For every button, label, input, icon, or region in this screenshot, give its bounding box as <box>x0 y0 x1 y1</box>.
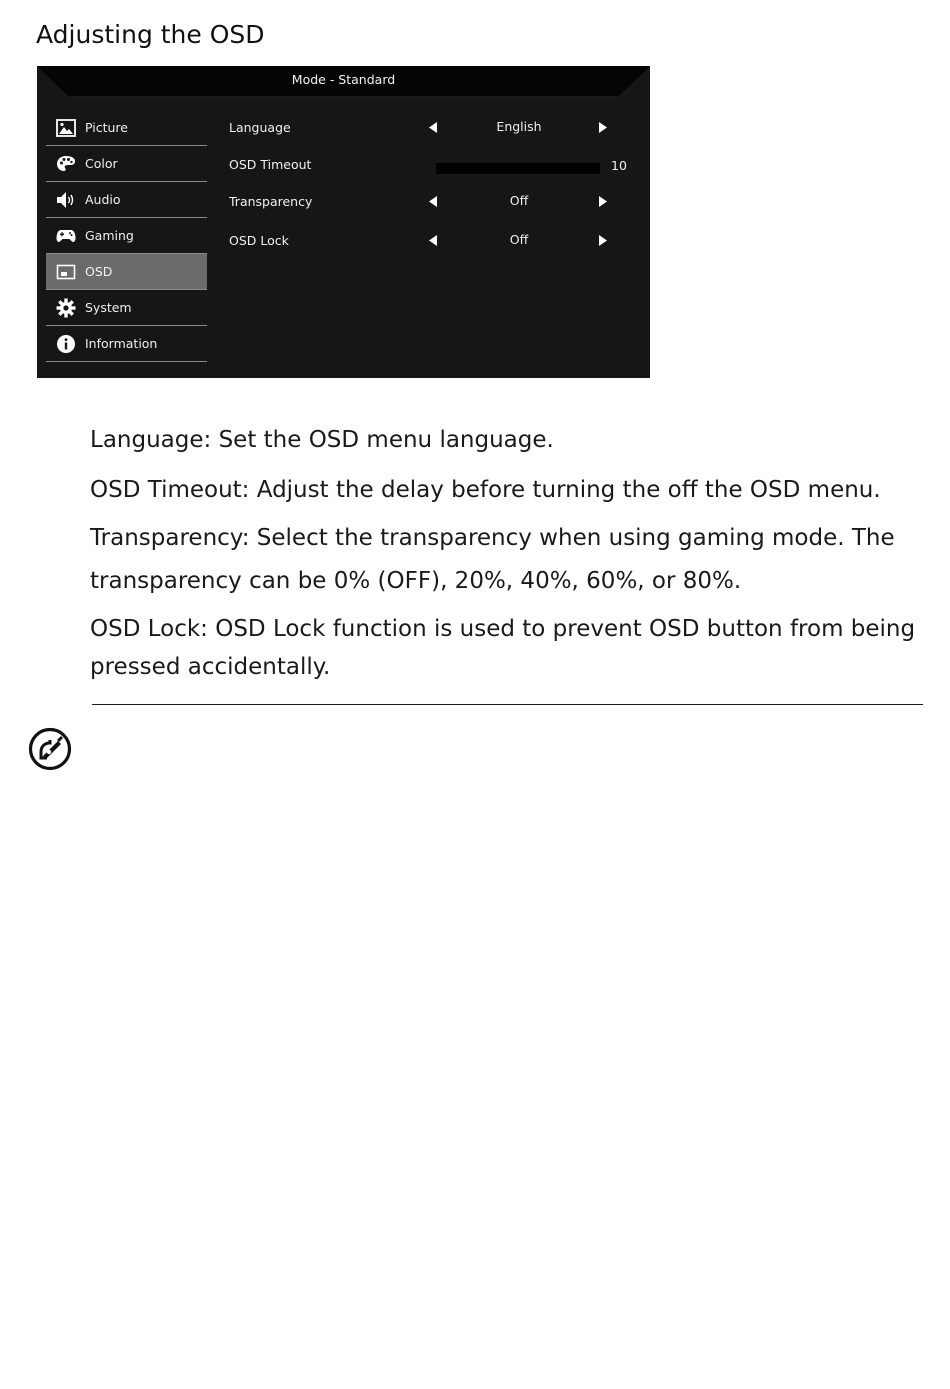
arrow-left-icon[interactable] <box>429 196 437 207</box>
menu-item-picture[interactable] <box>46 110 207 146</box>
description-osd-timeout: OSD Timeout: Adjust the delay before turning the off the OSD menu. <box>90 477 881 503</box>
osd-mode-label: Mode - Standard <box>291 72 396 87</box>
gear-icon <box>56 298 76 318</box>
menu-item-label: System <box>85 300 132 315</box>
menu-item-label: Color <box>85 156 118 171</box>
menu-item-osd[interactable] <box>46 254 207 290</box>
setting-label: OSD Timeout <box>229 157 312 172</box>
setting-label: Language <box>229 120 291 135</box>
info-icon <box>56 334 76 354</box>
gamepad-icon <box>56 226 76 246</box>
setting-row-language[interactable] <box>229 112 639 142</box>
palette-icon <box>56 154 76 174</box>
description-transparency: Transparency: Select the transparency when using gaming mode. The transparency can be 0% (OFF), 20%, 40%, 60%, or 80%. <box>90 525 895 594</box>
timeout-value: 10 <box>611 158 627 173</box>
osd-screenshot <box>37 66 650 378</box>
menu-item-gaming[interactable] <box>46 218 207 254</box>
note-icon <box>28 727 74 771</box>
picture-icon <box>56 118 76 138</box>
description-osd-lock: OSD Lock: OSD Lock function is used to prevent OSD button from being pressed accidentally. <box>90 616 916 680</box>
menu-item-system[interactable] <box>46 290 207 326</box>
menu-item-label: OSD <box>85 264 113 279</box>
setting-value: Off <box>509 193 529 208</box>
menu-item-information[interactable] <box>46 326 207 362</box>
arrow-left-icon[interactable] <box>429 235 437 246</box>
arrow-right-icon[interactable] <box>599 122 607 133</box>
setting-value: Off <box>509 232 529 247</box>
setting-label: OSD Lock <box>229 233 289 248</box>
description-language: Language: Set the OSD menu language. <box>90 427 554 453</box>
timeout-slider[interactable] <box>436 163 600 174</box>
menu-item-label: Audio <box>85 192 121 207</box>
arrow-right-icon[interactable] <box>599 196 607 207</box>
timeout-slider-fill <box>436 163 450 174</box>
osd-side-menu <box>46 110 207 362</box>
setting-row-osd-timeout[interactable] <box>229 149 639 179</box>
setting-row-osd-lock[interactable] <box>229 225 639 255</box>
menu-item-label: Picture <box>85 120 128 135</box>
arrow-left-icon[interactable] <box>429 122 437 133</box>
setting-value: English <box>496 119 542 134</box>
menu-item-color[interactable] <box>46 146 207 182</box>
osd-window-icon <box>56 262 76 282</box>
menu-item-audio[interactable] <box>46 182 207 218</box>
setting-label: Transparency <box>229 194 313 209</box>
speaker-icon <box>56 190 76 210</box>
menu-item-label: Information <box>85 336 158 351</box>
arrow-right-icon[interactable] <box>599 235 607 246</box>
section-divider <box>92 704 923 705</box>
menu-item-label: Gaming <box>85 228 134 243</box>
page-title: Adjusting the OSD <box>36 20 265 49</box>
setting-row-transparency[interactable] <box>229 186 639 216</box>
